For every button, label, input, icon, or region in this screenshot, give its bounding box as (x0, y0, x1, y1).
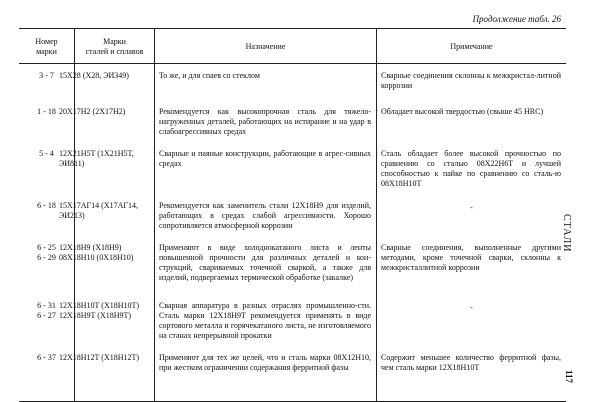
column-divider (154, 29, 155, 401)
header-number-line2: марки (36, 47, 57, 56)
row-note: Сварные соединения, выполненные другими методами, кроме точечной сварки, склонны к межкристаллитной коррозии (381, 243, 561, 272)
row-grade: 12X18H10T (X18H10T) 12X18H9T (X18H9T) (59, 301, 140, 320)
header-grade-line1: Марки (103, 37, 126, 46)
row-note: - (470, 203, 473, 212)
row-grade: 12X18H12T (X18H12T) (59, 353, 140, 362)
row-purpose: Применяют в виде холоднокатаного листа и ленты повышенной прочности для различных деталей и кон-струкций, свариваемых точечной сваркой, а также для изделий, подвергаемых термической обработке (закалке) (159, 243, 371, 282)
row-purpose: Сварная аппаратура в разных отраслях промышленно-сти. Сталь марки 12X18H9T рекомендуется применять в виде сортового металла и горячекатаного листа, не изготовляемого на станах непрерывной прокатки (159, 301, 371, 340)
row-grade: 12X18H9 (X18H9) 08X18H10 (0X18H10) (59, 243, 134, 262)
row-number: 3 - 7 (39, 71, 54, 80)
side-section-label: СТАЛИ (561, 214, 572, 253)
row-grade: 12X21H5T (1X21H5T, ЭИ811) (59, 149, 134, 168)
row-number: 6 - 31 6 - 27 (37, 301, 56, 320)
row-number: 6 - 18 (37, 201, 56, 210)
page-number: 117 (564, 370, 574, 384)
row-number: 1 - 18 (37, 107, 56, 116)
row-number: 5 - 4 (39, 149, 54, 158)
row-note: Содержит меньшее количество ферритной фазы, чем сталь марки 12X18H10T (381, 353, 561, 372)
row-note: Обладает высокой твердостью (свыше 45 HRC) (381, 107, 544, 116)
row-grade: 20X17H2 (2X17H2) (59, 107, 126, 116)
header-grade (75, 37, 154, 57)
row-number: 6 - 25 6 - 29 (37, 243, 56, 262)
row-grade: 15X28 (X28, ЭИ349) (59, 71, 129, 80)
column-divider (376, 29, 377, 401)
header-number-line1: Номер (35, 37, 58, 46)
row-number: 6 - 37 (37, 353, 56, 362)
row-purpose: То же, и для спаев со стеклом (159, 71, 260, 80)
steel-table (19, 28, 566, 402)
row-grade: 15X17AГ14 (X17AГ14, ЭИ213) (59, 201, 139, 220)
row-purpose: Рекомендуется как заменитель стали 12X18H9 для изделий, работающих в средах слабой агрессивности. Хорошо сопротивляется атмосферной коррозии (159, 201, 371, 230)
header-purpose: Назначение (245, 42, 286, 51)
table-caption: Продолжение табл. 26 (472, 14, 561, 24)
header-grade-line2: сталей и сплавов (85, 47, 144, 56)
row-purpose: Рекомендуется как высокопрочная сталь для тяжело-нагруженных деталей, работающих на истирание и на удар в слабоагрессивных средах (159, 107, 371, 136)
row-purpose: Сварные и паяные конструкции, работающие в агрес-сивных средах (159, 149, 371, 168)
header-note: Примечание (450, 42, 493, 51)
row-note: Сварные соединения склонны к межкристал-литной коррозии (381, 71, 561, 90)
header-number (19, 37, 74, 57)
row-note: - (470, 303, 473, 312)
row-note: Сталь обладает более высокой прочностью по сравнению со сталью 08X22H6T и лучшей способностью к пайке по сравнению со сталь-ю 08X18H10T (381, 149, 561, 188)
row-purpose: Применяют для тех же целей, что и сталь марки 08X12H10, при жестком ограничении содержания ферритной фазы (159, 353, 371, 372)
header-divider (19, 63, 566, 64)
